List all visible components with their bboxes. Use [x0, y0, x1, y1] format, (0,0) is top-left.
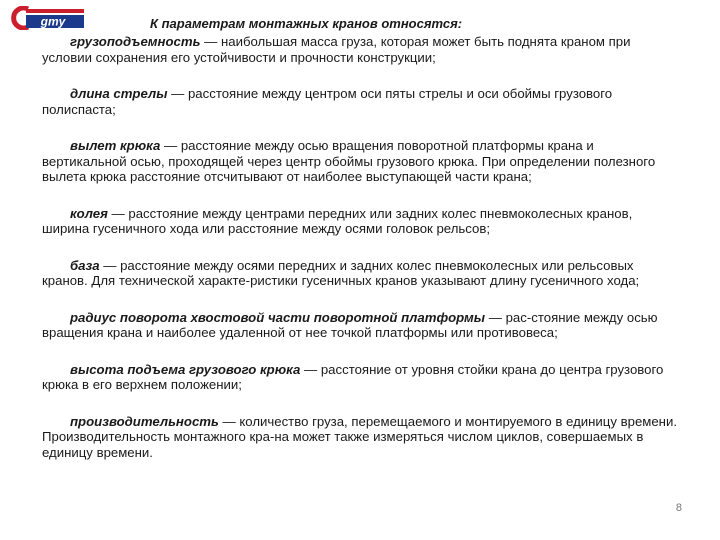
definition-item	[42, 310, 678, 341]
definition-term: грузоподъемность	[70, 34, 201, 49]
definition-item	[42, 86, 678, 117]
definition-item	[42, 206, 678, 237]
definition-term: база	[70, 257, 100, 273]
logo-text: gmy	[40, 14, 66, 29]
definition-term: колея	[70, 205, 108, 221]
definition-term: радиус поворота хвостовой части поворотной платформы	[70, 309, 486, 325]
definition-term: вылет крюка	[70, 138, 161, 153]
definition-item	[42, 258, 678, 289]
definition-item	[42, 34, 678, 65]
definition-text: — наибольшая масса груза, которая может быть поднята краном при условии сохранения его устойчивости и прочности конструкции;	[42, 34, 631, 65]
definition-term: высота подъема грузового крюка	[70, 361, 301, 377]
definition-text: — расстояние от уровня стойки крана до центра грузового крюка в его верхнем положении;	[42, 361, 664, 392]
page-title: К параметрам монтажных кранов относятся:	[150, 16, 463, 31]
definition-item	[42, 414, 678, 461]
definition-text: — расстояние между осями передних и задних колес пневмоколесных или рельсовых кранов. Для технической характе-ристики гусеничных кранов указывают длину гусеничного хода;	[42, 257, 640, 288]
definition-term: производительность	[70, 413, 219, 429]
definition-item	[42, 362, 678, 393]
definition-term: длина стрелы	[70, 86, 168, 101]
definition-item	[42, 138, 678, 185]
definition-text: — рас-стояние между осью вращения крана и наиболее удаленной от нее точкой платформы или противовеса;	[42, 309, 658, 340]
brand-logo	[6, 6, 84, 30]
definitions-list	[42, 34, 678, 481]
definition-text: — количество груза, перемещаемого и монтируемого в единицу времени. Производительность монтажного кра-на может также измеряться числом циклов, совершаемых в единицу времени.	[42, 413, 677, 460]
definition-text: — расстояние между осью вращения поворотной платформы крана и вертикальной осью, проходящей через центр обоймы грузового крюка. При определении полезного вылета крюка расстояние отсчитывают от наиболее выступающей части крана;	[42, 138, 656, 184]
definition-text: — расстояние между центром оси пяты стрелы и оси обоймы грузового полиспаста;	[42, 86, 613, 117]
page-number: 8	[675, 502, 682, 514]
definition-text: — расстояние между центрами передних или задних колес пневмоколесных кранов, ширина гусеничного хода или расстояние между осями головок рельсов;	[42, 205, 633, 236]
